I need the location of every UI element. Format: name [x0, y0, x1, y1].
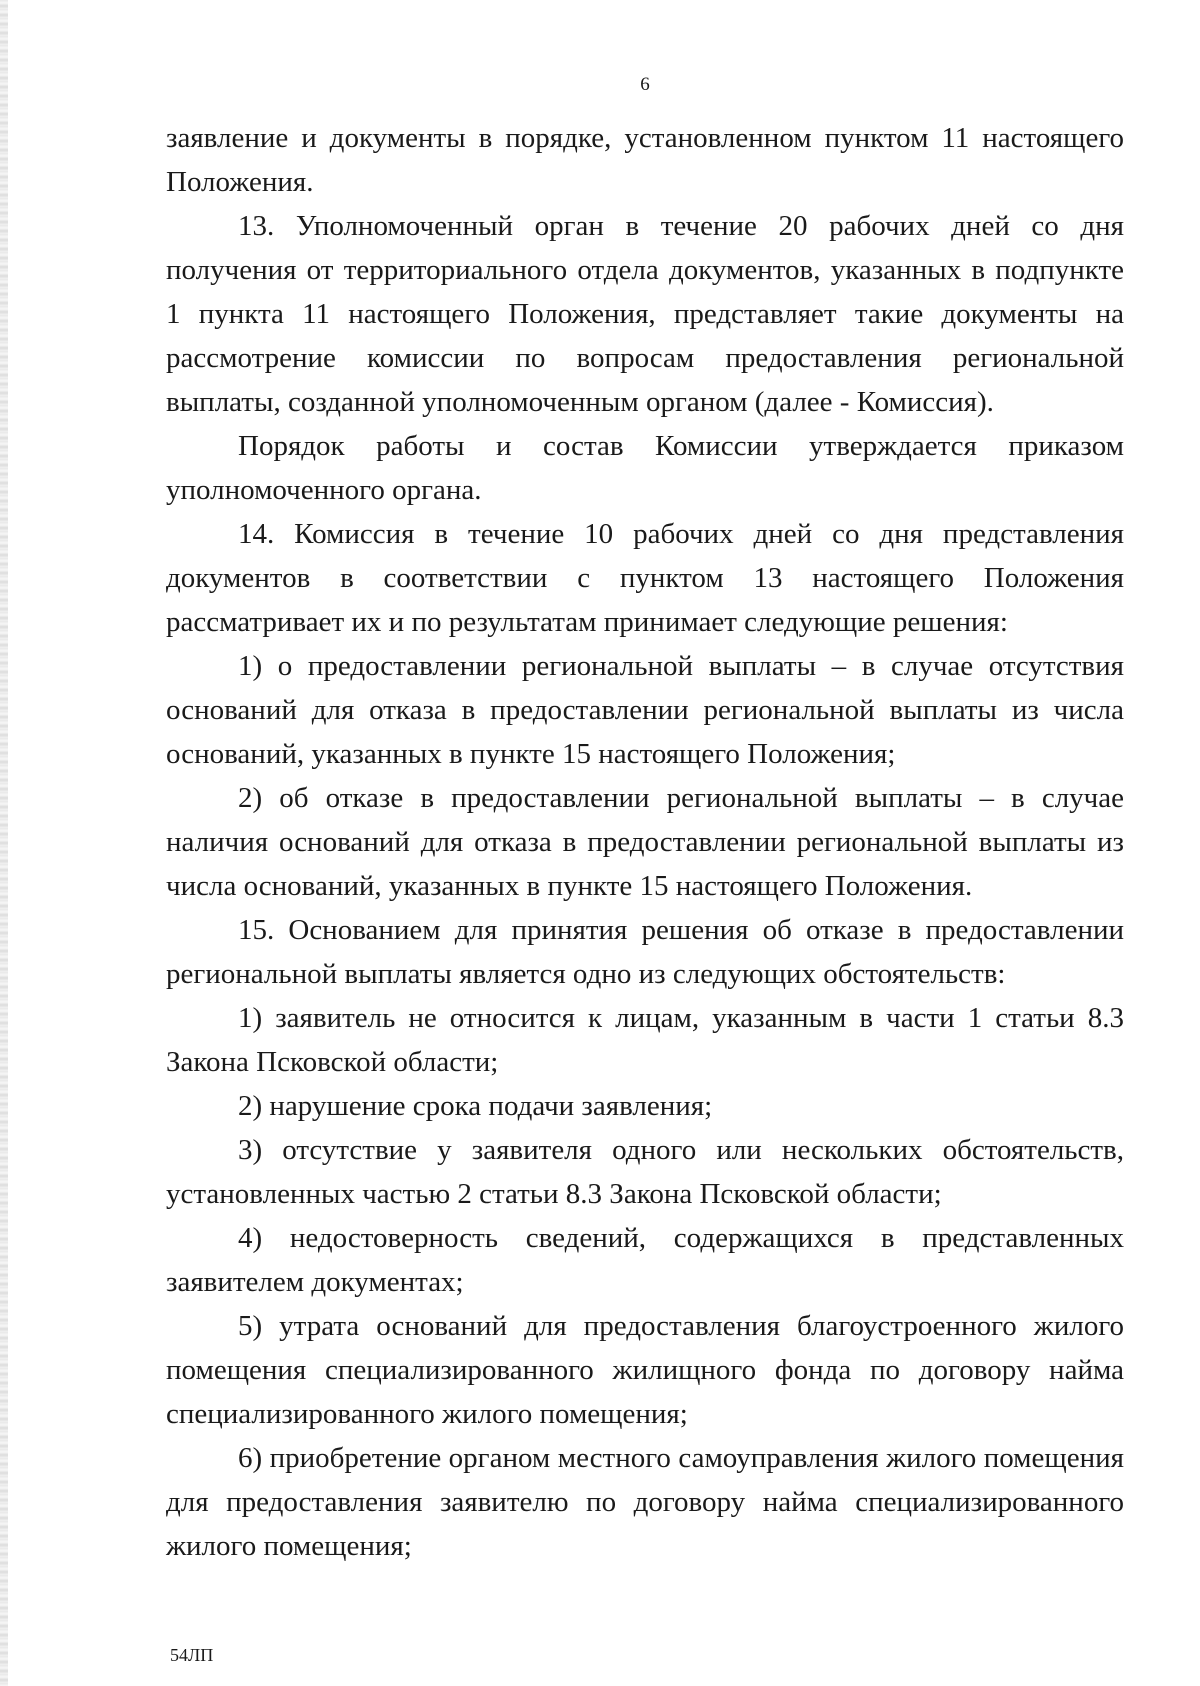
paragraph-15-item-2: 2) нарушение срока подачи заявления;: [238, 1090, 713, 1122]
paragraph-14-item-2: 2) об отказе в предоставлении региональной выплаты – в случае наличия оснований для отказа в предоставлении региональной выплаты из числа оснований, указанных в пункте 15 настоящего Положения.: [166, 782, 1124, 902]
paragraph-14: 14. Комиссия в течение 10 рабочих дней со дня представления документов в соответствии с пунктом 13 настоящего Положения рассматривает их и по результатам принимает следующие решения:: [166, 518, 1124, 638]
page-number: 6: [640, 74, 650, 95]
paragraph-15-item-5: 5) утрата оснований для предоставления благоустроенного жилого помещения специализированного жилищного фонда по договору найма специализированного жилого помещения;: [166, 1310, 1124, 1430]
paragraph-15-item-1: 1) заявитель не относится к лицам, указанным в части 1 статьи 8.3 Закона Псковской области;: [166, 1002, 1124, 1078]
paragraph-15-item-3: 3) отсутствие у заявителя одного или нескольких обстоятельств, установленных частью 2 статьи 8.3 Закона Псковской области;: [166, 1134, 1124, 1210]
paragraph-15-item-4: 4) недостоверность сведений, содержащихся в представленных заявителем документах;: [166, 1222, 1124, 1298]
scan-edge: [0, 0, 8, 1686]
paragraph-13: 13. Уполномоченный орган в течение 20 рабочих дней со дня получения от территориального отдела документов, указанных в подпункте 1 пункта 11 настоящего Положения, представляет такие документы на рассмотрение комиссии по вопросам предоставления региональной выплаты, созданной уполномоченным органом (далее - Комиссия).: [166, 210, 1124, 418]
paragraph-continuation: заявление и документы в порядке, установленном пунктом 11 настоящего Положения.: [166, 122, 1124, 198]
paragraph-14-item-1: 1) о предоставлении региональной выплаты – в случае отсутствия оснований для отказа в предоставлении региональной выплаты из числа оснований, указанных в пункте 15 настоящего Положения;: [166, 650, 1124, 770]
paragraph-15: 15. Основанием для принятия решения об отказе в предоставлении региональной выплаты является одно из следующих обстоятельств:: [166, 914, 1124, 990]
document-body: [166, 116, 1124, 1568]
document-code: 54ЛП: [170, 1645, 214, 1665]
paragraph-commission-order: Порядок работы и состав Комиссии утверждается приказом уполномоченного органа.: [166, 430, 1124, 506]
paragraph-15-item-6: 6) приобретение органом местного самоуправления жилого помещения для предоставления заявителю по договору найма специализированного жилого помещения;: [166, 1442, 1124, 1562]
